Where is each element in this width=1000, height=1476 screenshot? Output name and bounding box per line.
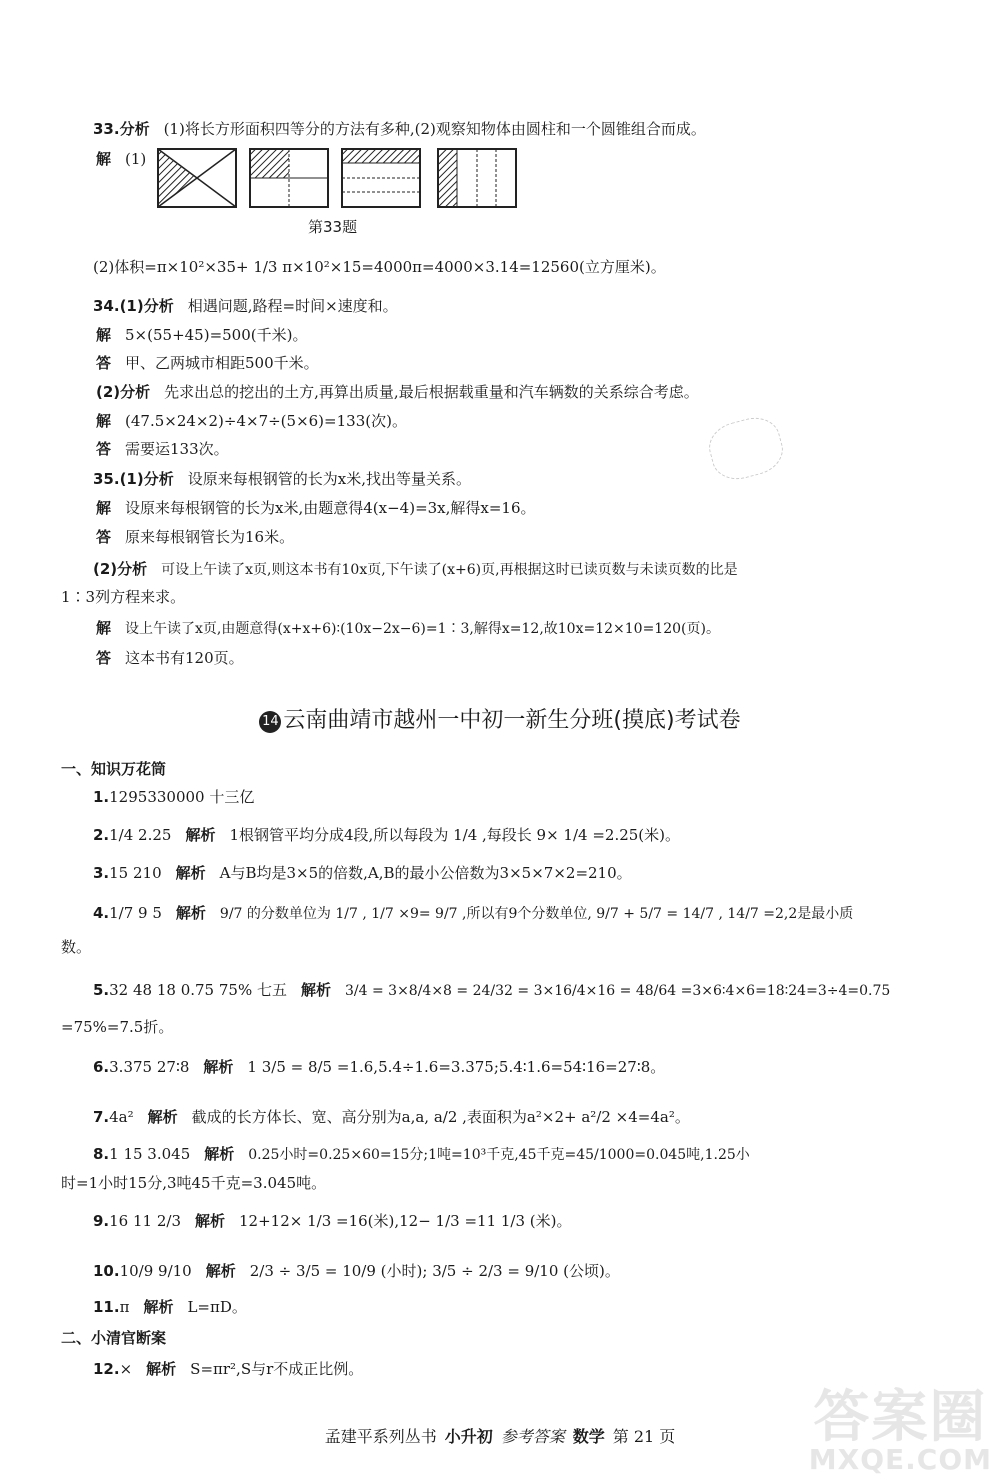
footer-answers: 参考答案 [500,1427,565,1446]
item-explain-label: 解析 [204,1145,235,1163]
q33-figure-rect-4 [438,149,516,207]
item-number: 11. [93,1298,120,1316]
q34-p1-analysis-text: 相遇问题,路程=时间×速度和。 [187,297,398,315]
item-explain-label: 解析 [175,864,206,882]
item-explanation: 3/4 = 3×8/4×8 = 24/32 = 3×16/4×16 = 48/64 =3×6∶4×6=18∶24=3÷4=0.75 [345,983,891,999]
q34-p1-sol-label: 解 [96,326,112,344]
item-answer: 1 15 3.045 [109,1145,191,1163]
item-explanation: 0.25小时=0.25×60=15分;1吨=10³千克,45千克=45/1000=0.045吨,1.25小 [248,1147,750,1163]
item-explanation: S=πr²,S与r不成正比例。 [190,1360,364,1378]
item-number: 1. [93,788,110,806]
item-11 [93,1296,247,1318]
q33-figure-caption: 第33题 [308,218,358,236]
item-answer: 10/9 9/10 [119,1262,192,1280]
item-4 [93,902,913,925]
item-answer: × [119,1360,133,1378]
q34-p2-analysis-text: 先求出总的挖出的土方,再算出质量,最后根据载重量和汽车辆数的关系综合考虑。 [164,383,699,401]
q34-p1-answer [96,352,319,374]
item-explain-label: 解析 [300,981,331,999]
q34-p1-solution [96,324,307,346]
q34-p2-analysis [96,381,699,403]
item-number: 2. [93,826,110,844]
item-answer: 1/7 9 5 [109,904,162,922]
q35-p1-ans-label: 答 [96,528,112,546]
item-8 [93,1143,913,1166]
q33-sol-part1: (1) [125,150,147,168]
part1-heading: 一、知识万花筒 [61,760,167,778]
watermark-line1: 答案圈 [813,1385,988,1450]
item-explain-label: 解析 [195,1212,226,1230]
item-10 [93,1260,620,1282]
item-explain-label: 解析 [175,904,206,922]
item-3 [93,862,632,884]
item-9 [93,1210,572,1232]
footer-page-number: 第 21 页 [612,1427,676,1446]
item-4-cont: 数。 [61,938,92,956]
q34-p2-sol-label: 解 [96,412,112,430]
item-number: 4. [93,904,110,922]
q35-p2-label: (2)分析 [93,560,148,578]
q34-p1-analysis [93,295,398,317]
item-2 [93,824,680,846]
item-5-cont: =75%=7.5折。 [61,1018,174,1036]
item-explanation: 1根钢管平均分成4段,所以每段为 1/4 ,每段长 9× 1/4 =2.25(米)。 [229,826,680,844]
q33-sol-label: 解 [96,150,112,168]
item-explanation: L=πD。 [187,1298,247,1316]
q35-p2-answer [96,647,244,669]
footer-series: 孟建平系列丛书 [324,1427,437,1446]
watermark-line2: MXQE.COM [808,1443,992,1476]
q34-p2-solution [96,410,407,432]
q35-p2-analysis-text: 可设上午读了x页,则这本书有10x页,下午读了(x+6)页,再根据这时已读页数与未读页数的比是 [161,562,738,578]
item-explanation: 9/7 的分数单位为 1/7 , 1/7 ×9= 9/7 ,所以有9个分数单位, 9/7 + 5/7 = 14/7 , 14/7 =2,2是最小质 [219,906,854,922]
q34-p1-ans-text: 甲、乙两城市相距500千米。 [125,354,319,372]
q35-p1-solution [96,497,536,519]
section-number-badge: 14 [259,711,281,733]
item-6 [93,1056,665,1078]
item-explain-label: 解析 [143,1298,174,1316]
item-5 [93,979,913,1002]
q35-p2-sol-text: 设上午读了x页,由题意得(x+x+6)∶(10x−2x−6)=1∶3,解得x=12,故10x=12×10=120(页)。 [125,621,720,637]
item-answer: 3.375 27∶8 [109,1058,190,1076]
q35-p2-sol-label: 解 [96,619,112,637]
item-explanation: 1 3/5 = 8/5 =1.6,5.4÷1.6=3.375;5.4∶1.6=54∶16=27∶8。 [247,1058,666,1076]
item-7 [93,1106,690,1128]
faint-stamp [704,412,788,486]
item-explanation: 2/3 ÷ 3/5 = 10/9 (小时); 3/5 ÷ 2/3 = 9/10 (公顷)。 [249,1262,620,1280]
q34-p1-label: 34.(1)分析 [93,297,174,315]
q34-p1-sol-text: 5×(55+45)=500(千米)。 [125,326,308,344]
q34-p2-sol-text: (47.5×24×2)÷4×7÷(5×6)=133(次)。 [125,412,407,430]
item-explain-label: 解析 [147,1108,178,1126]
q34-p1-ans-label: 答 [96,354,112,372]
q33-analysis-text: (1)将长方形面积四等分的方法有多种,(2)观察知物体由圆柱和一个圆锥组合而成。 [163,120,706,138]
item-explanation: 12+12× 1/3 =16(米),12− 1/3 =11 1/3 (米)。 [239,1212,572,1230]
q34-p2-ans-text: 需要运133次。 [125,440,229,458]
q33-figure [150,148,530,210]
section-title [0,703,1000,734]
item-answer: 1295330000 十三亿 [109,788,255,806]
q33-analysis [93,118,706,140]
item-number: 12. [93,1360,120,1378]
item-1 [93,786,254,808]
part2-heading: 二、小清官断案 [61,1329,167,1347]
q35-p1-answer [96,526,294,548]
q34-p2-answer [96,438,229,460]
q35-p1-sol-text: 设原来每根钢管的长为x米,由题意得4(x−4)=3x,解得x=16。 [125,499,536,517]
item-answer: 15 210 [109,864,162,882]
item-answer: 1/4 2.25 [109,826,172,844]
q34-p2-label: (2)分析 [96,383,151,401]
item-answer: 32 48 18 0.75 75% 七五 [109,981,287,999]
item-explain-label: 解析 [185,826,216,844]
section-title-text: 云南曲靖市越州一中初一新生分班(摸底)考试卷 [283,708,741,733]
watermark [808,1385,992,1476]
item-answer: 4a² [109,1108,134,1126]
item-number: 3. [93,864,110,882]
q35-p1-ans-text: 原来每根钢管长为16米。 [125,528,295,546]
q35-p2-analysis [93,558,913,581]
q35-p1-sol-label: 解 [96,499,112,517]
q35-p2-ans-text: 这本书有120页。 [125,649,244,667]
q33-solution-label-row [96,148,146,170]
item-explain-label: 解析 [146,1360,177,1378]
item-explanation: A与B均是3×5的倍数,A,B的最小公倍数为3×5×7×2=210。 [219,864,632,882]
q35-p2-ans-label: 答 [96,649,112,667]
q33-figure-rect-1 [158,149,236,207]
q35-p1-analysis [93,468,471,490]
q35-p2-analysis-cont: 1∶3列方程来求。 [61,588,186,606]
q34-p2-ans-label: 答 [96,440,112,458]
q33-part2: (2)体积=π×10²×35+ 1/3 π×10²×15=4000π=4000×3.14=12560(立方厘米)。 [93,258,666,276]
q33-figure-rect-3 [342,149,420,207]
item-explanation: 截成的长方体长、宽、高分别为a,a, a/2 ,表面积为a²×2+ a²/2 ×4=4a²。 [191,1108,690,1126]
item-8-cont: 时=1小时15分,3吨45千克=3.045吨。 [61,1174,327,1192]
q35-p2-solution [96,617,896,640]
q35-p1-analysis-text: 设原来每根钢管的长为x米,找出等量关系。 [187,470,471,488]
item-number: 6. [93,1058,110,1076]
item-number: 7. [93,1108,110,1126]
q35-p1-label: 35.(1)分析 [93,470,174,488]
item-12 [93,1358,363,1380]
item-explain-label: 解析 [205,1262,236,1280]
item-number: 10. [93,1262,120,1280]
footer-grade: 小升初 [444,1427,493,1446]
q33-figure-rect-2 [250,149,328,207]
item-number: 5. [93,981,110,999]
item-answer: 16 11 2/3 [109,1212,181,1230]
footer-subject: 数学 [572,1427,605,1446]
item-number: 9. [93,1212,110,1230]
item-number: 8. [93,1145,110,1163]
item-explain-label: 解析 [203,1058,234,1076]
item-answer: π [119,1298,130,1316]
q33-analysis-label: 33.分析 [93,120,150,138]
